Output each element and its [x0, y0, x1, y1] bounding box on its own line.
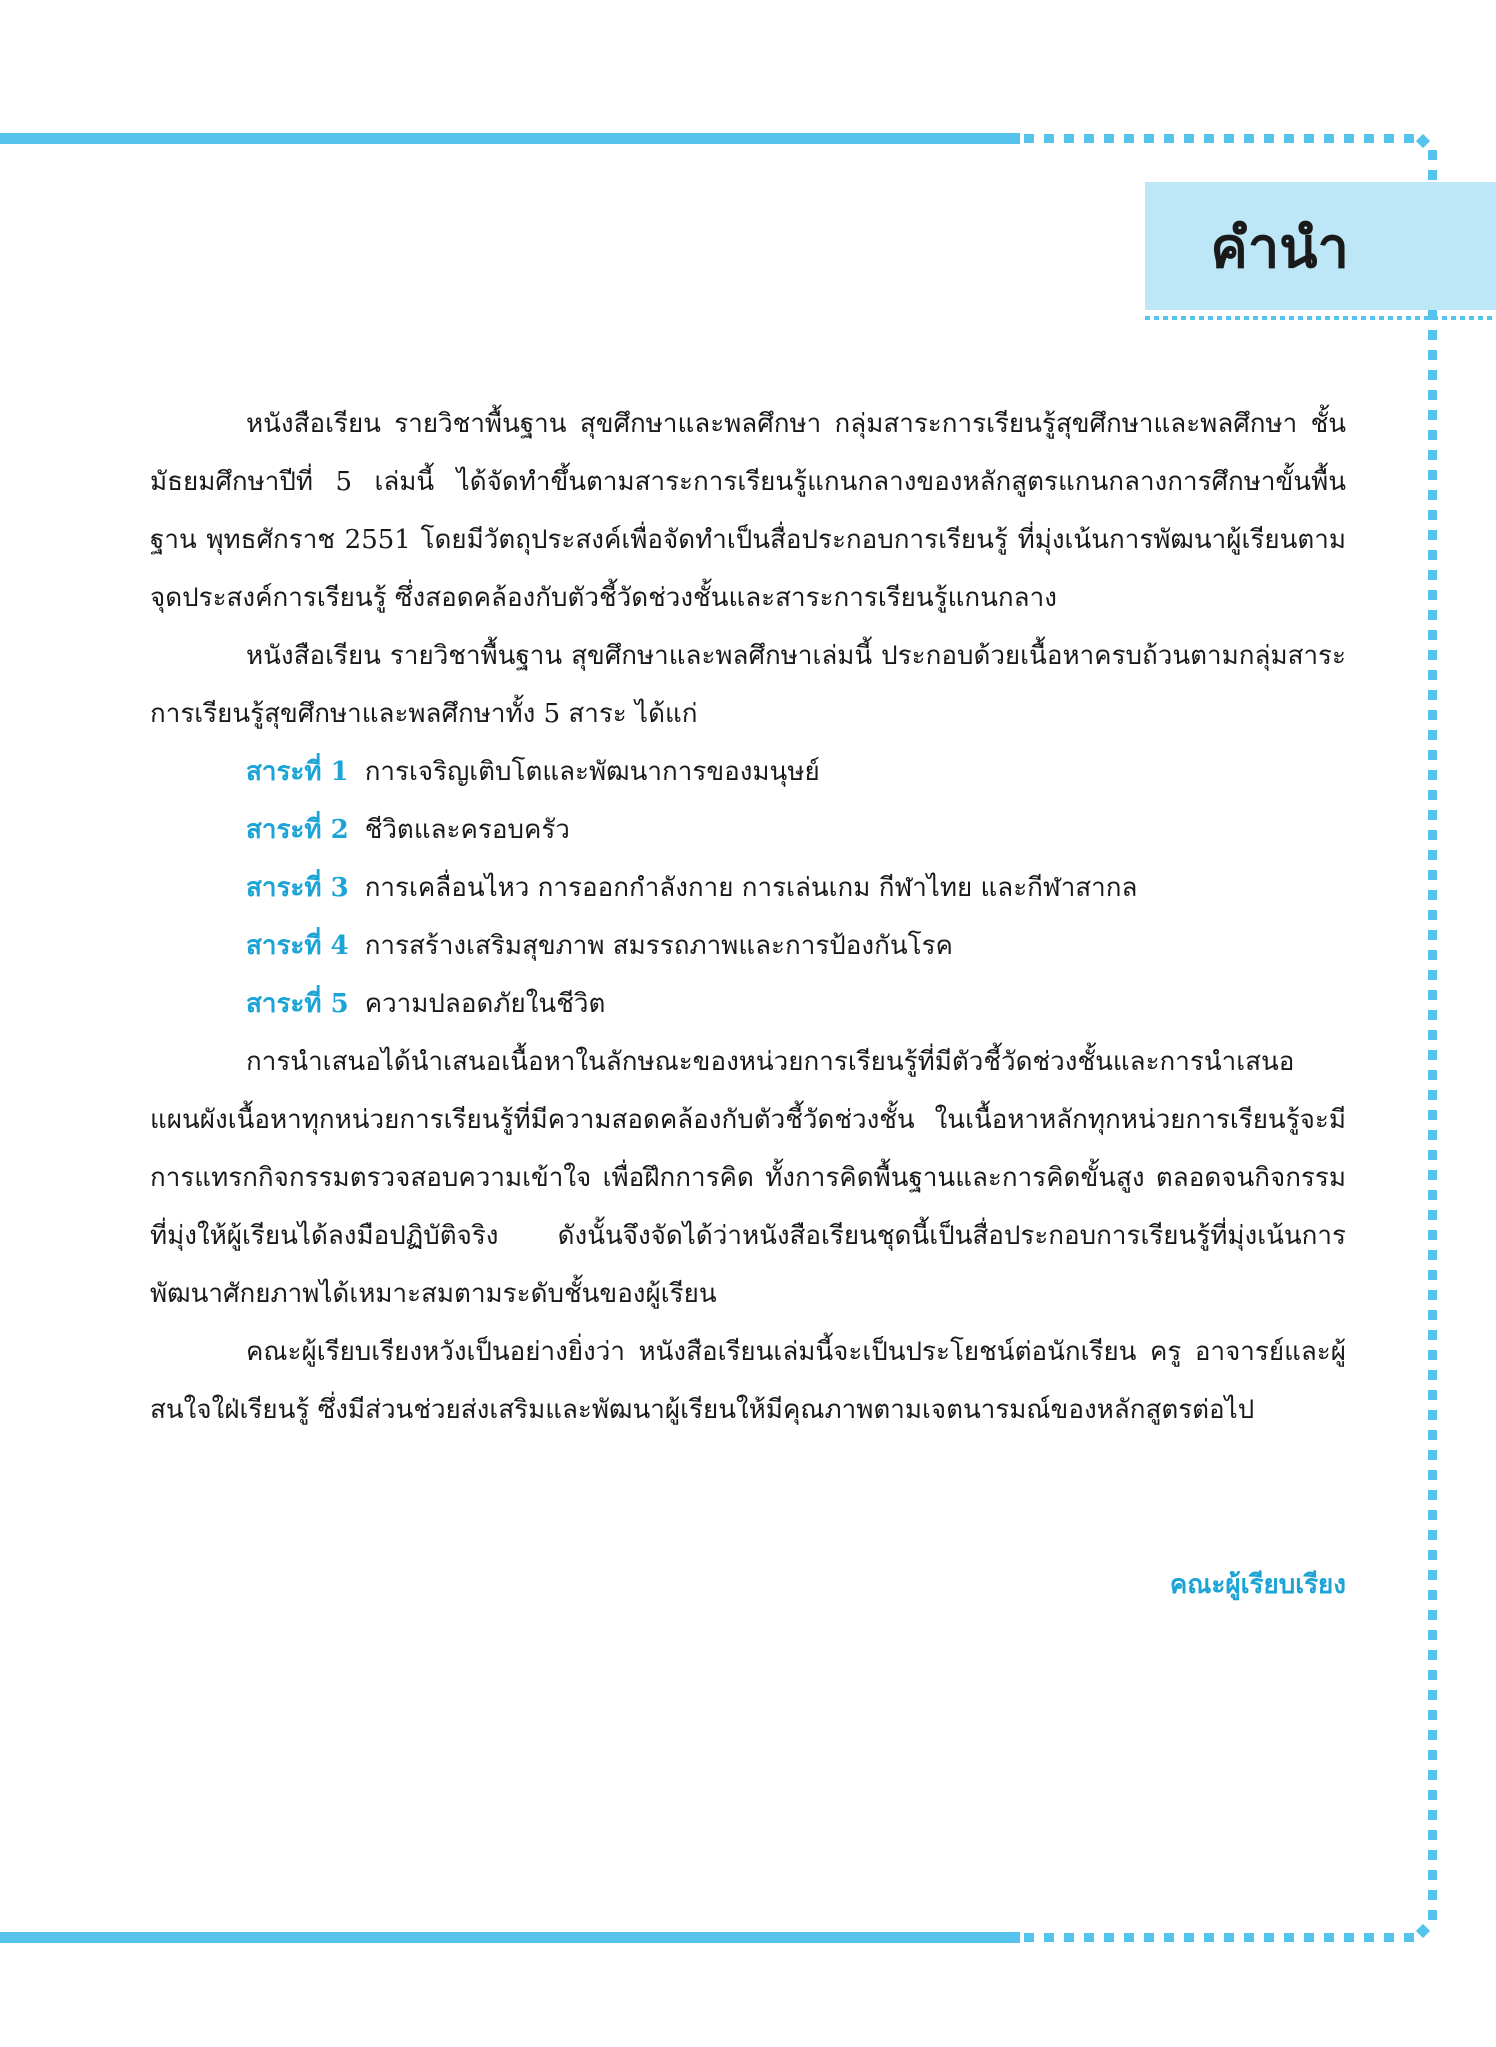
strand-item — [150, 859, 1346, 917]
paragraph-intro: หนังสือเรียน รายวิชาพื้นฐาน สุขศึกษาและพลศึกษา กลุ่มสาระการเรียนรู้สุขศึกษาและพลศึกษา ชั้นมัธยมศึกษาปีที่ 5 เล่มนี้ ได้จัดทำขึ้นตามสาระการเรียนรู้แกนกลางของหลักสูตรแกนกลางการศึกษาขั้นพื้นฐาน พุทธศักราช 2551 โดยมีวัตถุประสงค์เพื่อจัดทำเป็นสื่อประกอบการเรียนรู้ ที่มุ่งเน้นการพัฒนาผู้เรียนตามจุดประสงค์การเรียนรู้ ซึ่งสอดคล้องกับตัวชี้วัดช่วงชั้นและสาระการเรียนรู้แกนกลาง — [150, 409, 1346, 613]
strand-text: การเจริญเติบโตและพัฒนาการของมนุษย์ — [364, 757, 820, 787]
strand-text: การเคลื่อนไหว การออกกำลังกาย การเล่นเกม กีฬาไทย และกีฬาสากล — [364, 873, 1138, 903]
strand-list — [150, 743, 1346, 1033]
top-right-corner-ornament — [1416, 134, 1430, 148]
bottom-border-line — [0, 1932, 1020, 1943]
strand-text: ความปลอดภัยในชีวิต — [364, 989, 606, 1019]
strand-text: ชีวิตและครอบครัว — [364, 815, 570, 845]
top-border-dots — [1024, 134, 1417, 143]
bottom-border-dots — [1024, 1933, 1417, 1942]
paragraph-closing: คณะผู้เรียบเรียงหวังเป็นอย่างยิ่งว่า หนังสือเรียนเล่มนี้จะเป็นประโยชน์ต่อนักเรียน ครู อาจารย์และผู้สนใจใฝ่เรียนรู้ ซึ่งมีส่วนช่วยส่งเสริมและพัฒนาผู้เรียนให้มีคุณภาพตามเจตนารมณ์ของหลักสูตรต่อไป — [150, 1337, 1346, 1425]
right-border-dots — [1428, 150, 1437, 1928]
title-underline-dots — [1145, 316, 1496, 320]
strand-label: สาระที่ 2 — [246, 815, 349, 845]
strand-label: สาระที่ 5 — [246, 989, 349, 1019]
strand-label: สาระที่ 4 — [246, 931, 349, 961]
strand-text: การสร้างเสริมสุขภาพ สมรรถภาพและการป้องกันโรค — [364, 931, 953, 961]
paragraph-contents: หนังสือเรียน รายวิชาพื้นฐาน สุขศึกษาและพลศึกษาเล่มนี้ ประกอบด้วยเนื้อหาครบถ้วนตามกลุ่มสาระการเรียนรู้สุขศึกษาและพลศึกษาทั้ง 5 สาระ ได้แก่ — [150, 641, 1346, 729]
strand-item — [150, 801, 1346, 859]
paragraph-presentation: การนำเสนอได้นำเสนอเนื้อหาในลักษณะของหน่วยการเรียนรู้ที่มีตัวชี้วัดช่วงชั้นและการนำเสนอแผนผังเนื้อหาทุกหน่วยการเรียนรู้ที่มีความสอดคล้องกับตัวชี้วัดช่วงชั้น ในเนื้อหาหลักทุกหน่วยการเรียนรู้จะมีการแทรกกิจกรรมตรวจสอบความเข้าใจ เพื่อฝึกการคิด ทั้งการคิดพื้นฐานและการคิดขั้นสูง ตลอดจนกิจกรรมที่มุ่งให้ผู้เรียนได้ลงมือปฏิบัติจริง ดังนั้นจึงจัดได้ว่าหนังสือเรียนชุดนี้เป็นสื่อประกอบการเรียนรู้ที่มุ่งเน้นการพัฒนาศักยภาพได้เหมาะสมตามระดับชั้นของผู้เรียน — [150, 1047, 1346, 1309]
page-title: คำนำ — [1210, 216, 1349, 281]
preface-body — [150, 395, 1346, 1439]
strand-label: สาระที่ 3 — [246, 873, 349, 903]
strand-item — [150, 975, 1346, 1033]
author-signature: คณะผู้เรียบเรียง — [1169, 1570, 1346, 1600]
strand-item — [150, 743, 1346, 801]
top-border-line — [0, 133, 1020, 144]
strand-label: สาระที่ 1 — [246, 757, 349, 787]
strand-item — [150, 917, 1346, 975]
